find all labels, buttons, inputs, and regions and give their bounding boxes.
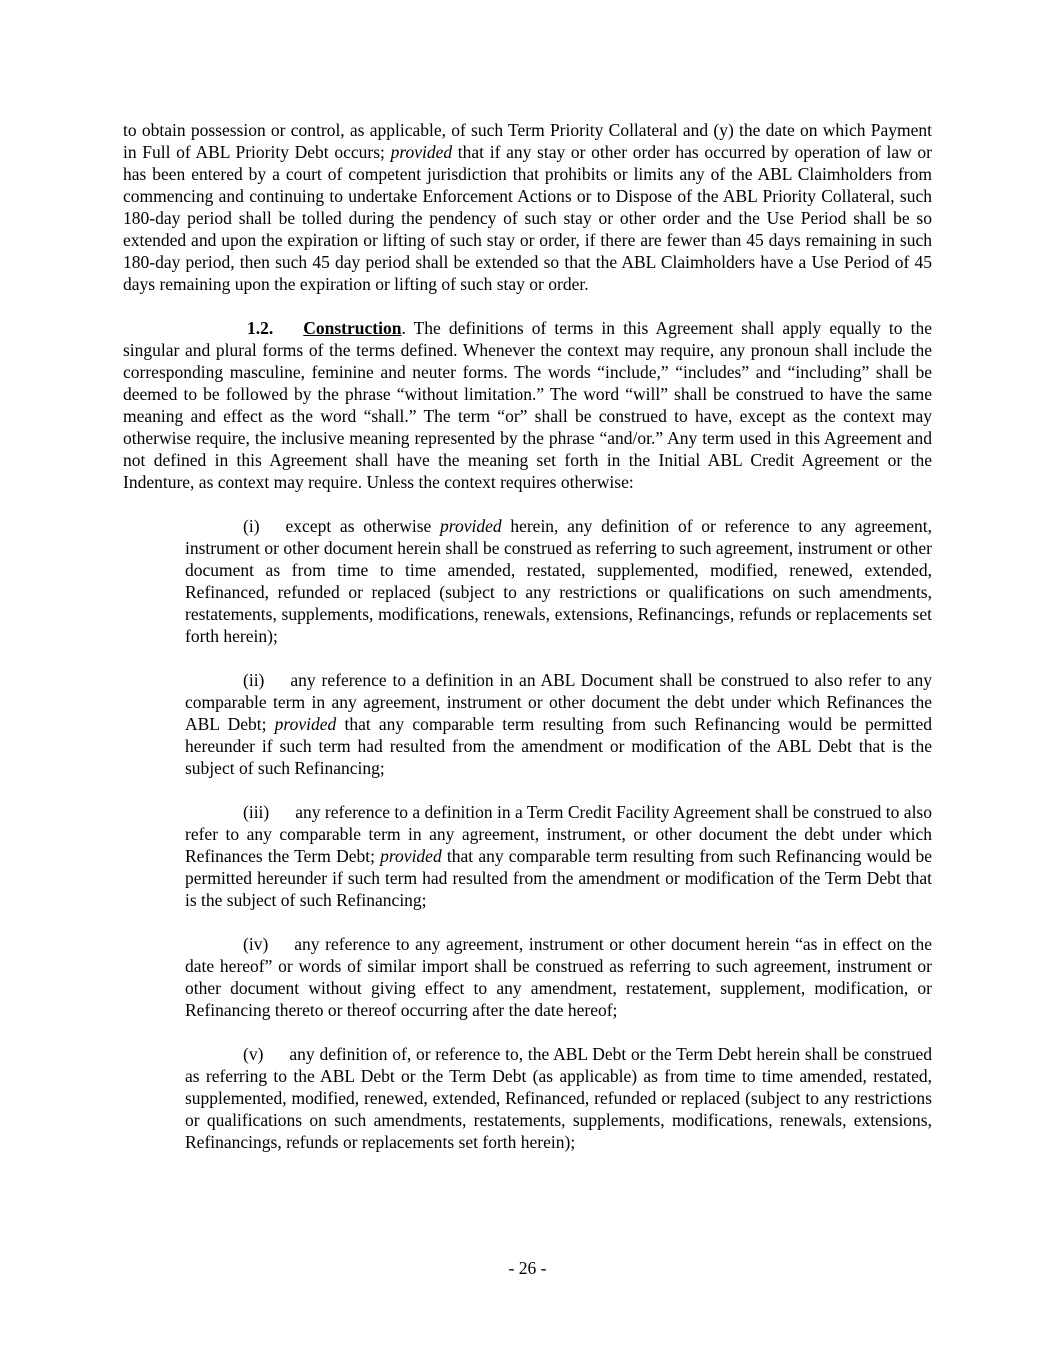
paragraph-continuation: to obtain possession or control, as applicable, of such Term Priority Collateral and (y) the date on which Payment in Full of ABL Priority Debt occurs; provided that if any stay or other order has occurred by operation of law or has been entered by a court of competent jurisdiction that prohibits or limits any of the ABL Claimholders from commencing and continuing to undertake Enforcement Actions or to Dispose of the ABL Priority Collateral, such 180-day period shall be tolled during the pendency of such stay or other order and the Use Period shall be so extended and upon the expiration or lifting of such stay or order, if there are fewer than 45 days remaining in such 180-day period, then such 45 day period shall be extended so that the ABL Claimholders have a Use Period of 45 days remaining upon the expiration or lifting of such stay or order. — [123, 120, 933, 294]
section-1-2-construction: 1.2. Construction. The definitions of terms in this Agreement shall apply equally to the singular and plural forms of the terms defined. Whenever the context may require, any pronoun shall include the corresponding masculine, feminine and neuter forms. The words “include,” “includes” and “including” shall be deemed to be followed by the phrase “without limitation.” The word “will” shall be construed to have the same meaning and effect as the word “shall.” The term “or” shall be construed to have, except as the context may otherwise require, the inclusive meaning represented by the phrase “and/or.” Any term used in this Agreement and not defined in this Agreement shall have the meaning set forth in the Initial ABL Credit Agreement or the Indenture, as context may require. Unless the context requires otherwise: — [123, 318, 932, 492]
list-item-v: (v) any definition of, or reference to, the ABL Debt or the Term Debt herein shall be construed as referring to the ABL Debt or the Term Debt (as applicable) as from time to time amended, restated, supplemented, modified, renewed, extended, Refinanced, refunded or replaced (subject to any restrictions or qualifications on such amendments, restatements, supplements, modifications, renewals, extensions, Refinancings, refunds or replacements set forth herein); — [185, 1044, 932, 1152]
page-number: - 26 - — [508, 1258, 547, 1278]
list-item-iv: (iv) any reference to any agreement, instrument or other document herein “as in effect on the date hereof” or words of similar import shall be construed as referring to such agreement, instrument or other document without giving effect to any amendment, restatement, supplement, modification, or Refinancing thereto or thereof occurring after the date hereof; — [185, 934, 932, 1020]
list-item-iii: (iii) any reference to a definition in a Term Credit Facility Agreement shall be construed to also refer to any comparable term in any agreement, instrument, or other document the debt under which Refinances the Term Debt; provided that any comparable term resulting from such Refinancing would be permitted hereunder if such term had resulted from the amendment or modification of the Term Debt that is the subject of such Refinancing; — [185, 802, 932, 910]
list-item-i: (i) except as otherwise provided herein, any definition of or reference to any agreement, instrument or other document herein shall be construed as referring to such agreement, instrument or other document as from time to time amended, restated, supplemented, modified, renewed, extended, Refinanced, refunded or replaced (subject to any restrictions or qualifications on such amendments, restatements, supplements, modifications, renewals, extensions, Refinancings, refunds or replacements set forth herein); — [185, 516, 932, 646]
list-item-ii: (ii) any reference to a definition in an ABL Document shall be construed to also refer to any comparable term in any agreement, instrument or other document the debt under which Refinances the ABL Debt; provided that any comparable term resulting from such Refinancing would be permitted hereunder if such term had resulted from the amendment or modification of the ABL Debt that is the subject of such Refinancing; — [185, 670, 933, 778]
document-body — [123, 119, 932, 1175]
